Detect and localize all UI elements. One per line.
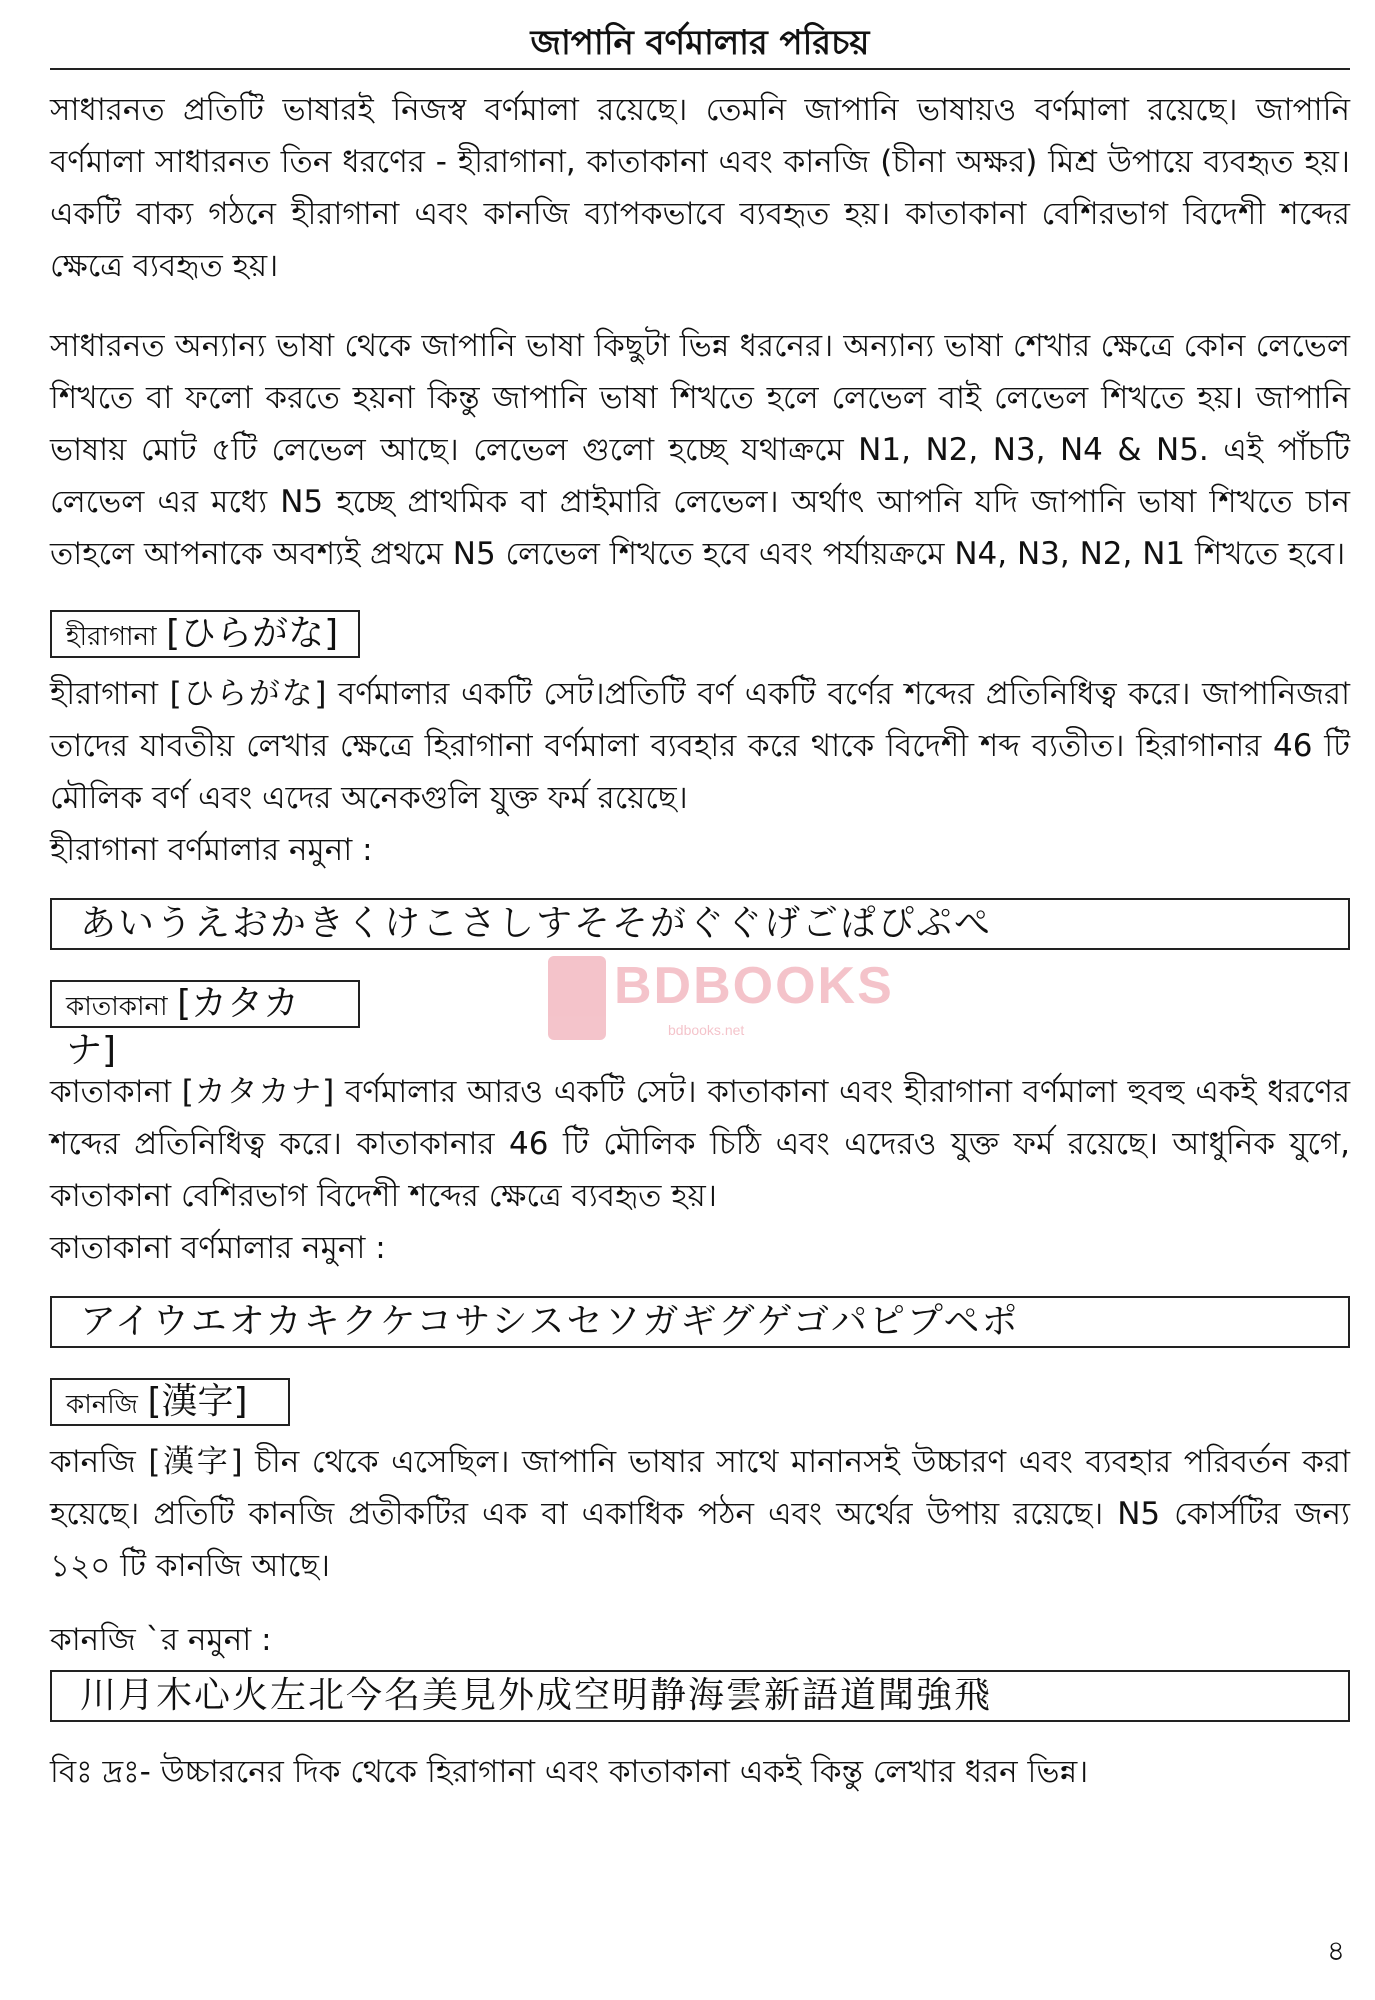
katakana-body: কাতাকানা [カタカナ] বর্ণমালার আরও একটি সেট। কাতাকানা এবং হীরাগানা বর্ণমালা হুবহু একই ধরণের শব্দের প্রতিনিধিত্ব করে। কাতাকানার 46 টি মৌলিক চিঠি এবং এদেরও যুক্ত ফর্ম রয়েছে। আধুনিক যুগে, কাতাকানা বেশিরভাগ বিদেশী শব্দের ক্ষেত্রে ব্যবহৃত হয়।: [50, 1074, 1350, 1214]
katakana-heading-jp: [カタカナ]: [66, 983, 300, 1071]
katakana-sample-label: কাতাকানা বর্ণমালার নমুনা :: [50, 1230, 386, 1266]
page: [50, 18, 1350, 1798]
kanji-heading: [50, 1378, 290, 1426]
katakana-heading-label: কাতাকানা: [66, 992, 168, 1022]
hiragana-sample-box: あいうえおかきくけこさしすそそがぐぐげごぱぴぷぺ: [50, 898, 1350, 950]
watermark-sub: bdbooks.net: [668, 1022, 745, 1038]
intro-paragraph-1: সাধারনত প্রতিটি ভাষারই নিজস্ব বর্ণমালা রয়েছে। তেমনি জাপানি ভাষায়ও বর্ণমালা রয়েছে। জাপানি বর্ণমালা সাধারনত তিন ধরণের - হীরাগানা, কাতাকানা এবং কানজি (চীনা অক্ষর) মিশ্র উপায়ে ব্যবহৃত হয়। একটি বাক্য গঠনে হীরাগানা এবং কানজি ব্যাপকভাবে ব্যবহৃত হয়। কাতাকানা বেশিরভাগ বিদেশী শব্দের ক্ষেত্রে ব্যবহৃত হয়।: [50, 92, 1350, 284]
katakana-sample-box: アイウエオカキクケコサシスセソガギグゲゴパピプペポ: [50, 1296, 1350, 1348]
hiragana-sample-label: হীরাগানা বর্ণমালার নমুনা :: [50, 832, 373, 868]
note: বিঃ দ্রঃ- উচ্চারনের দিক থেকে হিরাগানা এবং কাতাকানা একই কিন্তু লেখার ধরন ভিন্ন।: [50, 1754, 1089, 1790]
page-number: ৪: [1326, 1934, 1345, 1967]
kanji-sample-box: 川月木心火左北今名美見外成空明静海雲新語道聞強飛: [50, 1670, 1350, 1722]
hiragana-heading-label: হীরাগানা: [66, 622, 157, 652]
page-title: জাপানি বর্ণমালার পরিচয়: [50, 18, 1350, 70]
kanji-heading-label: কানজি: [66, 1390, 138, 1420]
katakana-heading: [50, 980, 360, 1071]
watermark-text: BDBOOKS: [614, 957, 894, 1015]
kanji-sample-label: কানজি `র নমুনা :: [50, 1622, 272, 1658]
kanji-heading-jp: [漢字]: [147, 1381, 248, 1422]
hiragana-heading-jp: [ひらがな]: [166, 613, 339, 654]
hiragana-heading: [50, 610, 360, 658]
intro-paragraph-2: সাধারনত অন্যান্য ভাষা থেকে জাপানি ভাষা কিছুটা ভিন্ন ধরনের। অন্যান্য ভাষা শেখার ক্ষেত্রে কোন লেভেল শিখতে বা ফলো করতে হয়না কিন্তু জাপানি ভাষা শিখতে হলে লেভেল বাই লেভেল শিখতে হয়। জাপানি ভাষায় মোট ৫টি লেভেল আছে। লেভেল গুলো হচ্ছে যথাক্রমে N1, N2, N3, N4 & N5. এই পাঁচটি লেভেল এর মধ্যে N5 হচ্ছে প্রাথমিক বা প্রাইমারি লেভেল। অর্থাৎ আপনি যদি জাপানি ভাষা শিখতে চান তাহলে আপনাকে অবশ্যই প্রথমে N5 লেভেল শিখতে হবে এবং পর্যায়ক্রমে N4, N3, N2, N1 শিখতে হবে।: [50, 328, 1350, 572]
kanji-body: কানজি [漢字] চীন থেকে এসেছিল। জাপানি ভাষার সাথে মানানসই উচ্চারণ এবং ব্যবহার পরিবর্তন করা হয়েছে। প্রতিটি কানজি প্রতীকটির এক বা একাধিক পঠন এবং অর্থের উপায় রয়েছে। N5 কোর্সটির জন্য ১২০ টি কানজি আছে।: [50, 1444, 1350, 1584]
hiragana-body: হীরাগানা [ひらがな] বর্ণমালার একটি সেট।প্রতিটি বর্ণ একটি বর্ণের শব্দের প্রতিনিধিত্ব করে। জাপানিজরা তাদের যাবতীয় লেখার ক্ষেত্রে হিরাগানা বর্ণমালা ব্যবহার করে থাকে বিদেশী শব্দ ব্যতীত। হিরাগানার 46 টি মৌলিক বর্ণ এবং এদের অনেকগুলি যুক্ত ফর্ম রয়েছে।: [50, 676, 1350, 816]
